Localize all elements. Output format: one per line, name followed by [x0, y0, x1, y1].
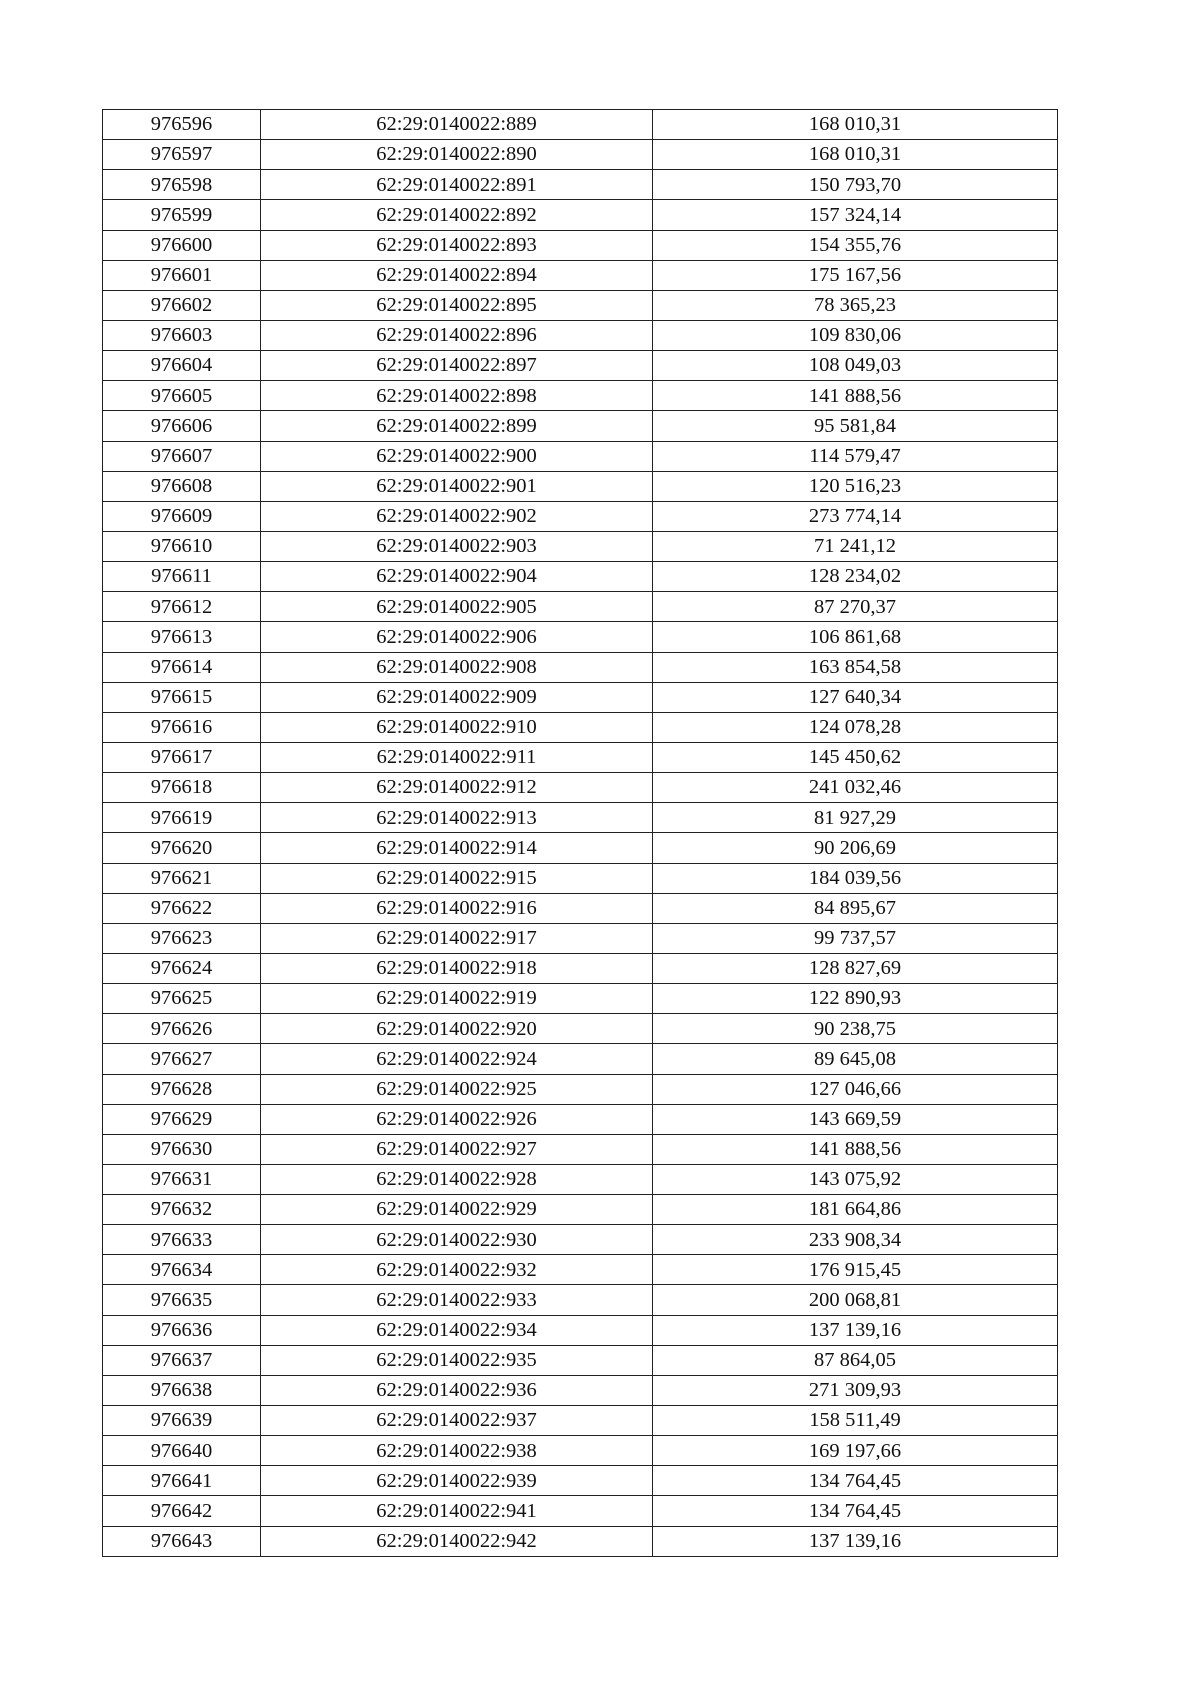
- cadastral-number-cell: 62:29:0140022:942: [261, 1526, 653, 1556]
- row-number-cell: 976599: [103, 200, 261, 230]
- cadastral-number-cell: 62:29:0140022:895: [261, 290, 653, 320]
- row-number-cell: 976627: [103, 1044, 261, 1074]
- row-number-cell: 976626: [103, 1014, 261, 1044]
- cadastral-value-cell: 158 511,49: [653, 1406, 1058, 1436]
- table-row: [103, 773, 1058, 803]
- cadastral-number-cell: 62:29:0140022:933: [261, 1285, 653, 1315]
- cadastral-number-cell: 62:29:0140022:939: [261, 1466, 653, 1496]
- row-number-cell: 976611: [103, 562, 261, 592]
- row-number-cell: 976629: [103, 1104, 261, 1134]
- table-row: [103, 531, 1058, 561]
- table-row: [103, 682, 1058, 712]
- row-number-cell: 976621: [103, 863, 261, 893]
- row-number-cell: 976609: [103, 501, 261, 531]
- cadastral-number-cell: 62:29:0140022:925: [261, 1074, 653, 1104]
- cadastral-number-cell: 62:29:0140022:904: [261, 562, 653, 592]
- cadastral-value-cell: 81 927,29: [653, 803, 1058, 833]
- cadastral-value-cell: 90 206,69: [653, 833, 1058, 863]
- table-row: [103, 1255, 1058, 1285]
- row-number-cell: 976617: [103, 742, 261, 772]
- row-number-cell: 976622: [103, 893, 261, 923]
- cadastral-value-cell: 271 309,93: [653, 1375, 1058, 1405]
- cadastral-value-cell: 127 640,34: [653, 682, 1058, 712]
- table-row: [103, 441, 1058, 471]
- table-row: [103, 1466, 1058, 1496]
- table-row: [103, 1496, 1058, 1526]
- cadastral-value-cell: 141 888,56: [653, 1134, 1058, 1164]
- cadastral-value-cell: 122 890,93: [653, 984, 1058, 1014]
- table-row: [103, 1315, 1058, 1345]
- row-number-cell: 976628: [103, 1074, 261, 1104]
- cadastral-value-cell: 154 355,76: [653, 230, 1058, 260]
- cadastral-number-cell: 62:29:0140022:930: [261, 1225, 653, 1255]
- table-row: [103, 170, 1058, 200]
- table-row: [103, 351, 1058, 381]
- table-row: [103, 290, 1058, 320]
- row-number-cell: 976615: [103, 682, 261, 712]
- row-number-cell: 976641: [103, 1466, 261, 1496]
- cadastral-value-cell: 137 139,16: [653, 1315, 1058, 1345]
- row-number-cell: 976620: [103, 833, 261, 863]
- cadastral-number-cell: 62:29:0140022:901: [261, 471, 653, 501]
- row-number-cell: 976601: [103, 260, 261, 290]
- row-number-cell: 976632: [103, 1195, 261, 1225]
- cadastral-number-cell: 62:29:0140022:900: [261, 441, 653, 471]
- table-row: [103, 1345, 1058, 1375]
- row-number-cell: 976612: [103, 592, 261, 622]
- row-number-cell: 976630: [103, 1134, 261, 1164]
- cadastral-value-cell: 137 139,16: [653, 1526, 1058, 1556]
- row-number-cell: 976608: [103, 471, 261, 501]
- cadastral-number-cell: 62:29:0140022:915: [261, 863, 653, 893]
- table-row: [103, 320, 1058, 350]
- cadastral-number-cell: 62:29:0140022:889: [261, 110, 653, 140]
- cadastral-number-cell: 62:29:0140022:903: [261, 531, 653, 561]
- table-row: [103, 411, 1058, 441]
- cadastral-value-cell: 128 234,02: [653, 562, 1058, 592]
- row-number-cell: 976631: [103, 1164, 261, 1194]
- row-number-cell: 976633: [103, 1225, 261, 1255]
- row-number-cell: 976607: [103, 441, 261, 471]
- cadastral-number-cell: 62:29:0140022:934: [261, 1315, 653, 1345]
- row-number-cell: 976637: [103, 1345, 261, 1375]
- row-number-cell: 976616: [103, 712, 261, 742]
- cadastral-value-cell: 127 046,66: [653, 1074, 1058, 1104]
- table-body: [103, 110, 1058, 1557]
- cadastral-value-cell: 78 365,23: [653, 290, 1058, 320]
- table-row: [103, 712, 1058, 742]
- cadastral-value-cell: 99 737,57: [653, 923, 1058, 953]
- cadastral-number-cell: 62:29:0140022:926: [261, 1104, 653, 1134]
- cadastral-number-cell: 62:29:0140022:897: [261, 351, 653, 381]
- table-row: [103, 1134, 1058, 1164]
- row-number-cell: 976638: [103, 1375, 261, 1405]
- cadastral-number-cell: 62:29:0140022:906: [261, 622, 653, 652]
- cadastral-value-cell: 145 450,62: [653, 742, 1058, 772]
- cadastral-number-cell: 62:29:0140022:914: [261, 833, 653, 863]
- cadastral-value-cell: 184 039,56: [653, 863, 1058, 893]
- table-row: [103, 893, 1058, 923]
- row-number-cell: 976604: [103, 351, 261, 381]
- row-number-cell: 976623: [103, 923, 261, 953]
- cadastral-value-cell: 108 049,03: [653, 351, 1058, 381]
- cadastral-value-cell: 87 270,37: [653, 592, 1058, 622]
- cadastral-number-cell: 62:29:0140022:894: [261, 260, 653, 290]
- cadastral-value-cell: 233 908,34: [653, 1225, 1058, 1255]
- cadastral-number-cell: 62:29:0140022:920: [261, 1014, 653, 1044]
- cadastral-number-cell: 62:29:0140022:938: [261, 1436, 653, 1466]
- cadastral-number-cell: 62:29:0140022:893: [261, 230, 653, 260]
- row-number-cell: 976625: [103, 984, 261, 1014]
- cadastral-number-cell: 62:29:0140022:905: [261, 592, 653, 622]
- row-number-cell: 976606: [103, 411, 261, 441]
- table-row: [103, 381, 1058, 411]
- row-number-cell: 976605: [103, 381, 261, 411]
- cadastral-value-cell: 90 238,75: [653, 1014, 1058, 1044]
- table-row: [103, 984, 1058, 1014]
- cadastral-value-cell: 95 581,84: [653, 411, 1058, 441]
- cadastral-value-cell: 163 854,58: [653, 652, 1058, 682]
- row-number-cell: 976610: [103, 531, 261, 561]
- cadastral-value-cell: 241 032,46: [653, 773, 1058, 803]
- row-number-cell: 976614: [103, 652, 261, 682]
- table-row: [103, 803, 1058, 833]
- cadastral-number-cell: 62:29:0140022:902: [261, 501, 653, 531]
- cadastral-number-cell: 62:29:0140022:891: [261, 170, 653, 200]
- table-row: [103, 863, 1058, 893]
- table-row: [103, 230, 1058, 260]
- cadastral-value-cell: 124 078,28: [653, 712, 1058, 742]
- table-row: [103, 562, 1058, 592]
- cadastral-number-cell: 62:29:0140022:916: [261, 893, 653, 923]
- row-number-cell: 976603: [103, 320, 261, 350]
- table-row: [103, 1014, 1058, 1044]
- row-number-cell: 976624: [103, 953, 261, 983]
- table-row: [103, 1164, 1058, 1194]
- cadastral-number-cell: 62:29:0140022:928: [261, 1164, 653, 1194]
- cadastral-number-cell: 62:29:0140022:913: [261, 803, 653, 833]
- table-row: [103, 833, 1058, 863]
- table-row: [103, 652, 1058, 682]
- row-number-cell: 976636: [103, 1315, 261, 1345]
- cadastral-value-cell: 134 764,45: [653, 1466, 1058, 1496]
- cadastral-value-cell: 168 010,31: [653, 110, 1058, 140]
- cadastral-value-cell: 120 516,23: [653, 471, 1058, 501]
- cadastral-number-cell: 62:29:0140022:927: [261, 1134, 653, 1164]
- table-row: [103, 1044, 1058, 1074]
- cadastral-number-cell: 62:29:0140022:910: [261, 712, 653, 742]
- cadastral-number-cell: 62:29:0140022:935: [261, 1345, 653, 1375]
- cadastral-number-cell: 62:29:0140022:909: [261, 682, 653, 712]
- cadastral-number-cell: 62:29:0140022:919: [261, 984, 653, 1014]
- row-number-cell: 976643: [103, 1526, 261, 1556]
- cadastral-number-cell: 62:29:0140022:896: [261, 320, 653, 350]
- cadastral-number-cell: 62:29:0140022:929: [261, 1195, 653, 1225]
- cadastral-number-cell: 62:29:0140022:892: [261, 200, 653, 230]
- cadastral-value-cell: 84 895,67: [653, 893, 1058, 923]
- cadastral-number-cell: 62:29:0140022:941: [261, 1496, 653, 1526]
- cadastral-number-cell: 62:29:0140022:911: [261, 742, 653, 772]
- cadastral-number-cell: 62:29:0140022:912: [261, 773, 653, 803]
- cadastral-value-cell: 150 793,70: [653, 170, 1058, 200]
- row-number-cell: 976596: [103, 110, 261, 140]
- cadastral-value-cell: 200 068,81: [653, 1285, 1058, 1315]
- table-row: [103, 110, 1058, 140]
- table-row: [103, 260, 1058, 290]
- cadastral-value-cell: 89 645,08: [653, 1044, 1058, 1074]
- table-row: [103, 622, 1058, 652]
- row-number-cell: 976635: [103, 1285, 261, 1315]
- cadastral-value-cell: 141 888,56: [653, 381, 1058, 411]
- cadastral-number-cell: 62:29:0140022:918: [261, 953, 653, 983]
- cadastral-number-cell: 62:29:0140022:936: [261, 1375, 653, 1405]
- cadastral-number-cell: 62:29:0140022:924: [261, 1044, 653, 1074]
- table-row: [103, 953, 1058, 983]
- cadastral-value-cell: 168 010,31: [653, 140, 1058, 170]
- table-row: [103, 1104, 1058, 1134]
- row-number-cell: 976618: [103, 773, 261, 803]
- row-number-cell: 976598: [103, 170, 261, 200]
- cadastral-value-cell: 175 167,56: [653, 260, 1058, 290]
- table-row: [103, 200, 1058, 230]
- table-row: [103, 1195, 1058, 1225]
- cadastral-number-cell: 62:29:0140022:898: [261, 381, 653, 411]
- row-number-cell: 976634: [103, 1255, 261, 1285]
- table-row: [103, 592, 1058, 622]
- table-row: [103, 501, 1058, 531]
- cadastral-value-cell: 176 915,45: [653, 1255, 1058, 1285]
- table-row: [103, 923, 1058, 953]
- cadastral-value-cell: 169 197,66: [653, 1436, 1058, 1466]
- table-row: [103, 1526, 1058, 1556]
- cadastral-value-cell: 87 864,05: [653, 1345, 1058, 1375]
- cadastral-number-cell: 62:29:0140022:890: [261, 140, 653, 170]
- cadastral-value-cell: 143 075,92: [653, 1164, 1058, 1194]
- cadastral-value-table: [102, 109, 1058, 1557]
- table-row: [103, 1436, 1058, 1466]
- row-number-cell: 976642: [103, 1496, 261, 1526]
- cadastral-number-cell: 62:29:0140022:932: [261, 1255, 653, 1285]
- table-row: [103, 1375, 1058, 1405]
- cadastral-value-cell: 157 324,14: [653, 200, 1058, 230]
- cadastral-value-cell: 181 664,86: [653, 1195, 1058, 1225]
- cadastral-number-cell: 62:29:0140022:937: [261, 1406, 653, 1436]
- cadastral-value-cell: 134 764,45: [653, 1496, 1058, 1526]
- row-number-cell: 976639: [103, 1406, 261, 1436]
- cadastral-number-cell: 62:29:0140022:908: [261, 652, 653, 682]
- row-number-cell: 976597: [103, 140, 261, 170]
- table-row: [103, 1225, 1058, 1255]
- table-row: [103, 1074, 1058, 1104]
- row-number-cell: 976613: [103, 622, 261, 652]
- cadastral-number-cell: 62:29:0140022:899: [261, 411, 653, 441]
- cadastral-number-cell: 62:29:0140022:917: [261, 923, 653, 953]
- row-number-cell: 976602: [103, 290, 261, 320]
- cadastral-value-cell: 71 241,12: [653, 531, 1058, 561]
- cadastral-value-cell: 106 861,68: [653, 622, 1058, 652]
- row-number-cell: 976640: [103, 1436, 261, 1466]
- table-row: [103, 140, 1058, 170]
- cadastral-value-cell: 273 774,14: [653, 501, 1058, 531]
- table-row: [103, 1285, 1058, 1315]
- table-row: [103, 1406, 1058, 1436]
- row-number-cell: 976619: [103, 803, 261, 833]
- cadastral-value-cell: 143 669,59: [653, 1104, 1058, 1134]
- cadastral-value-cell: 109 830,06: [653, 320, 1058, 350]
- row-number-cell: 976600: [103, 230, 261, 260]
- cadastral-value-cell: 128 827,69: [653, 953, 1058, 983]
- table-row: [103, 742, 1058, 772]
- cadastral-value-cell: 114 579,47: [653, 441, 1058, 471]
- table-row: [103, 471, 1058, 501]
